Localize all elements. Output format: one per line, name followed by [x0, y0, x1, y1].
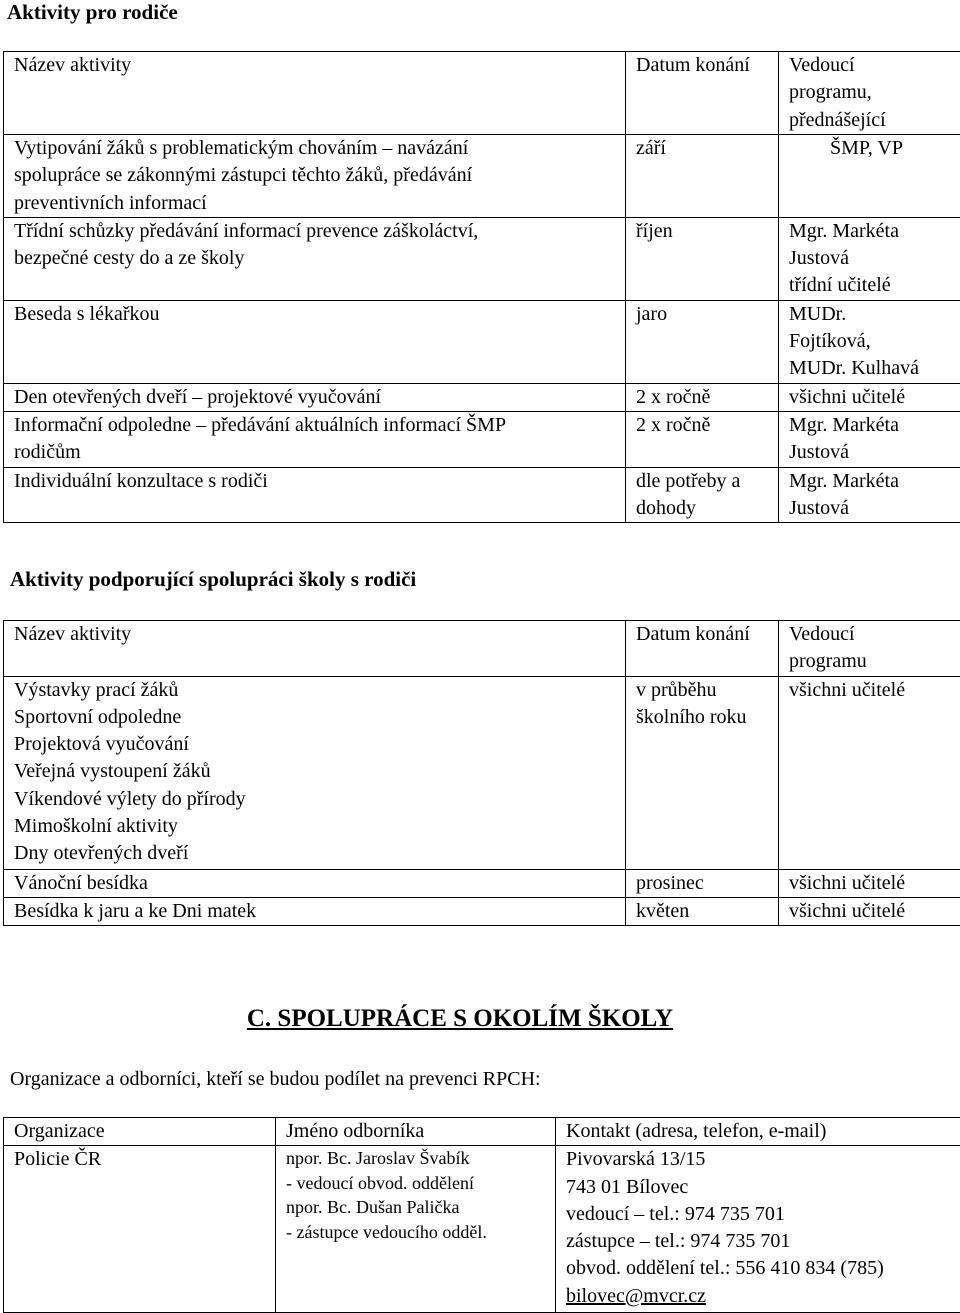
- header-leader: Vedoucí programu: [779, 621, 960, 677]
- parents-activities-table: [3, 51, 960, 523]
- table-row: [4, 383, 960, 411]
- cell-leader: všichni učitelé: [779, 676, 960, 869]
- header-leader: Vedoucí programu, přednášející: [779, 52, 960, 135]
- header-date: Datum konání: [626, 621, 779, 677]
- table-header-row: [4, 52, 960, 135]
- table-row: [4, 300, 960, 383]
- cell-leader: všichni učitelé: [779, 869, 960, 897]
- organizations-table: [3, 1117, 960, 1313]
- cell-activity: Informační odpoledne – předávání aktuálních informací ŠMP rodičům: [4, 412, 626, 468]
- cell-date: v průběhu školního roku: [626, 676, 779, 869]
- cell-organization: Policie ČR: [4, 1146, 276, 1313]
- cell-activity: Besídka k jaru a ke Dni matek: [4, 897, 626, 925]
- header-activity: Název aktivity: [4, 52, 626, 135]
- section3-intro: Organizace a odborníci, kteří se budou podílet na prevenci RPCH:: [10, 1068, 541, 1091]
- school-parents-cooperation-table: [3, 620, 960, 926]
- cell-leader: Mgr. Markéta Justová: [779, 412, 960, 468]
- table-row: [4, 217, 960, 300]
- table-row: [4, 1146, 960, 1313]
- section2-title: Aktivity podporující spolupráci školy s rodiči: [10, 567, 416, 592]
- cell-leader: Mgr. Markéta Justová: [779, 467, 960, 523]
- cell-date: květen: [626, 897, 779, 925]
- section3-title: C. SPOLUPRÁCE S OKOLÍM ŠKOLY: [0, 1005, 920, 1033]
- cell-date: říjen: [626, 217, 779, 300]
- header-contact: Kontakt (adresa, telefon, e-mail): [556, 1118, 960, 1146]
- table-header-row: [4, 621, 960, 677]
- header-date: Datum konání: [626, 52, 779, 135]
- cell-activity: Třídní schůzky předávání informací prevence záškoláctví, bezpečné cesty do a ze školy: [4, 217, 626, 300]
- section1-title: Aktivity pro rodiče: [7, 0, 178, 25]
- cell-date: 2 x ročně: [626, 412, 779, 468]
- cell-activity: Výstavky prací žáků Sportovní odpoledne Projektová vyučování Veřejná vystoupení žáků Víkendové výlety do přírody Mimoškolní aktivity Dny otevřených dveří: [4, 676, 626, 869]
- header-activity: Název aktivity: [4, 621, 626, 677]
- table-row: [4, 869, 960, 897]
- cell-leader: ŠMP, VP: [779, 135, 960, 218]
- cell-date: září: [626, 135, 779, 218]
- table-row: [4, 676, 960, 869]
- table-row: [4, 412, 960, 468]
- cell-activity: Vytipování žáků s problematickým chováním – navázání spolupráce se zákonnými zástupci těchto žáků, předávání preventivních informací: [4, 135, 626, 218]
- table-header-row: [4, 1118, 960, 1146]
- cell-activity: Den otevřených dveří – projektové vyučování: [4, 383, 626, 411]
- cell-date: jaro: [626, 300, 779, 383]
- contact-text: Pivovarská 13/15 743 01 Bílovec vedoucí – tel.: 974 735 701 zástupce – tel.: 974 735 701 obvod. oddělení tel.: 556 410 834 (785): [566, 1148, 884, 1279]
- cell-leader: Mgr. Markéta Justová třídní učitelé: [779, 217, 960, 300]
- email-link[interactable]: bilovec@mvcr.cz: [566, 1285, 706, 1307]
- cell-activity: Individuální konzultace s rodiči: [4, 467, 626, 523]
- cell-date: dle potřeby a dohody: [626, 467, 779, 523]
- header-organization: Organizace: [4, 1118, 276, 1146]
- cell-leader: MUDr. Fojtíková, MUDr. Kulhavá: [779, 300, 960, 383]
- cell-date: prosinec: [626, 869, 779, 897]
- cell-contact: [556, 1146, 960, 1313]
- cell-activity: Vánoční besídka: [4, 869, 626, 897]
- cell-date: 2 x ročně: [626, 383, 779, 411]
- table-row: [4, 897, 960, 925]
- cell-expert-names: npor. Bc. Jaroslav Švabík - vedoucí obvod. oddělení npor. Bc. Dušan Palička - zástupce vedoucího odděl.: [276, 1146, 556, 1313]
- header-expert-name: Jméno odborníka: [276, 1118, 556, 1146]
- table-row: [4, 467, 960, 523]
- cell-leader: všichni učitelé: [779, 383, 960, 411]
- cell-activity: Beseda s lékařkou: [4, 300, 626, 383]
- table-row: [4, 135, 960, 218]
- cell-leader: všichni učitelé: [779, 897, 960, 925]
